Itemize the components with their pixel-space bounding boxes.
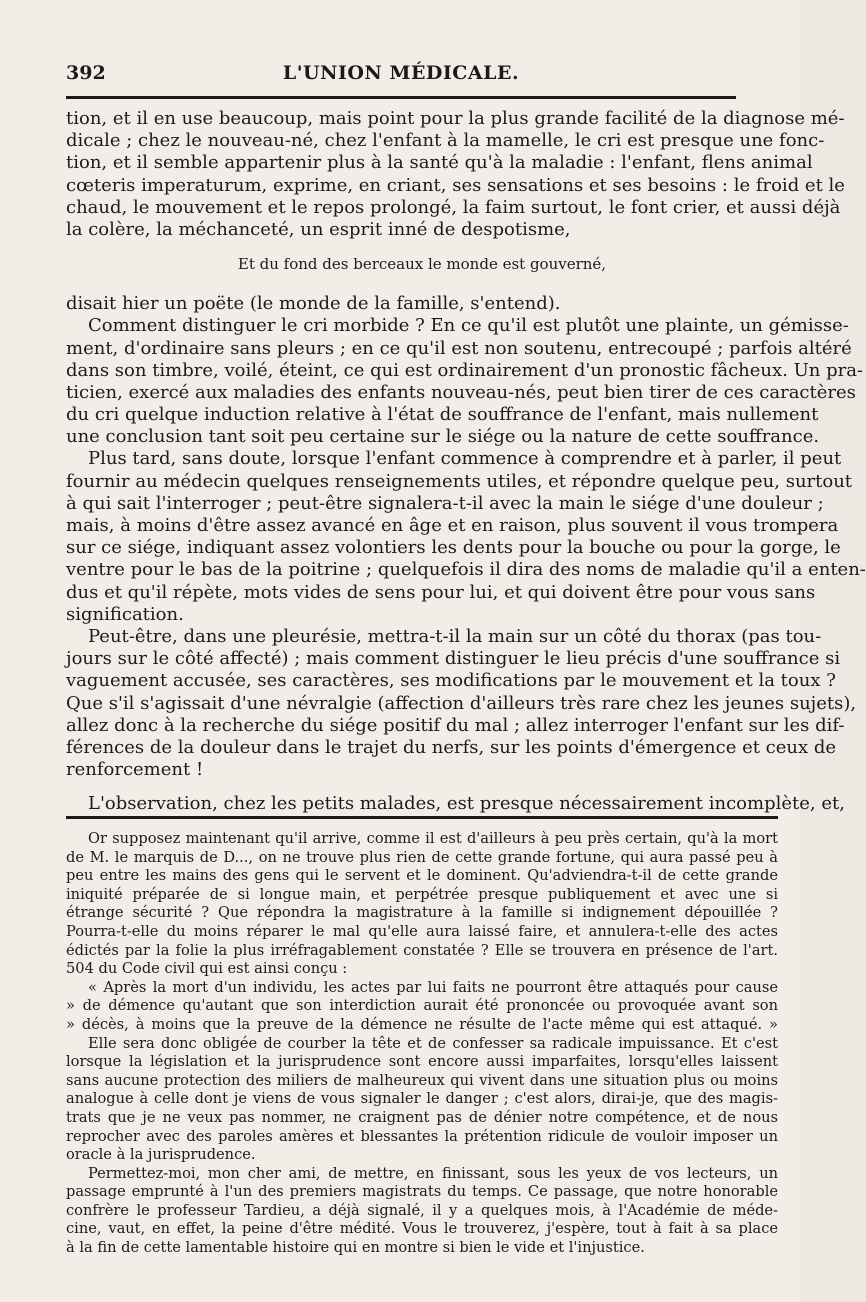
footnote-text — [66, 830, 778, 1258]
text-line: mais, à moins d'être assez avancé en âge et en raison, plus souvent il vous trompera — [66, 515, 839, 536]
text-line: jours sur le côté affecté) ; mais comment distinguer le lieu précis d'une souffrance si — [66, 648, 841, 670]
text-line: ticien, exercé aux maladies des enfants nouveau-nés, peut bien tirer de ces caractères — [66, 381, 856, 403]
text-line: chaud, le mouvement et le repos prolongé, la faim surtout, le font crier, et aussi déjà — [66, 196, 841, 218]
text-line: vaguement accusée, ses caractères, ses modifications par le mouvement et la toux ? — [66, 670, 836, 692]
note-line: reprocher avec des paroles amères et blessantes la prétention ridicule de vouloir imposer un — [66, 1127, 778, 1145]
note-line: Permettez-moi, mon cher ami, de mettre, en finissant, sous les yeux de vos lecteurs, un — [88, 1164, 778, 1182]
note-line: de M. le marquis de D..., on ne trouve plus rien de cette grande fortune, qui aura passé peu à — [66, 848, 778, 866]
text-line: fournir au médecin quelques renseignements utiles, et répondre quelque peu, surtout — [66, 470, 853, 492]
text-line: dus et qu'il répète, mots vides de sens pour lui, et qui doivent être pour vous sans — [66, 581, 816, 603]
text-line: ventre pour le bas de la poitrine ; quelquefois il dira des noms de maladie qu'il a enten- — [66, 559, 866, 581]
note-line: confrère le professeur Tardieu, a déjà signalé, il y a quelques mois, à l'Académie de méde- — [66, 1201, 778, 1219]
note-line: » de démence qu'autant que son interdiction aurait été prononcée ou provoquée avant son — [66, 997, 778, 1015]
text-line: L'observation, chez les petits malades, est presque nécessairement incomplète, et, — [88, 793, 845, 815]
note-line: à la fin de cette lamentable histoire qui en montre si bien le vide et l'injustice. — [66, 1239, 645, 1257]
text-line: Comment distinguer le cri morbide ? En ce qu'il est plutôt une plainte, un gémisse- — [88, 315, 849, 337]
note-line: sans aucune protection des miliers de malheureux qui vivent dans une situation plus ou moins — [66, 1071, 778, 1089]
text-line: dicale ; chez le nouveau-né, chez l'enfant à la mamelle, le cri est presque une fonc- — [66, 130, 825, 152]
page-header — [66, 58, 736, 88]
note-line: Or supposez maintenant qu'il arrive, comme il est d'ailleurs à peu près certain, qu'à la mort — [88, 830, 778, 847]
text-line: allez donc à la recherche du siége positif du mal ; allez interroger l'enfant sur les dif- — [66, 714, 845, 736]
note-line: lorsque la législation et la jurisprudence sont encore aussi imparfaites, lorsqu'elles laissent — [66, 1053, 778, 1071]
note-line: édictés par la folie la plus irréfragablement constatée ? Elle se trouvera en présence de l'art. — [66, 941, 778, 959]
page-number: 392 — [66, 62, 106, 84]
note-line: Pourra-t-elle du moins réparer le mal qu'elle aura laissé faire, et annulera-t-elle des actes — [66, 922, 778, 940]
text-line: cœteris imperaturum, exprime, en criant, ses sensations et ses besoins : le froid et le — [66, 174, 845, 196]
header-rule — [66, 96, 736, 99]
text-line: renforcement ! — [66, 759, 204, 781]
text-line: sur ce siége, indiquant assez volontiers les dents pour la bouche ou pour la gorge, le — [66, 537, 841, 559]
text-line: du cri quelque induction relative à l'état de souffrance de l'enfant, mais nullement — [66, 404, 819, 426]
note-line: peu entre les mains des gens qui le servent et le dominent. Qu'adviendra-t-il de cette grande — [66, 867, 778, 885]
note-line: étrange sécurité ? Que répondra la magistrature à la famille si indignement dépouillée ? — [66, 904, 778, 922]
note-line: Elle sera donc obligée de courber la tête et de confesser sa radicale impuissance. Et c'est — [88, 1034, 778, 1052]
text-line: disait hier un poëte (le monde de la famille, s'entend). — [66, 293, 561, 315]
text-line: dans son timbre, voilé, éteint, ce qui est ordinairement d'un pronostic fâcheux. Un pra- — [66, 359, 864, 381]
note-line: » décès, à moins que la preuve de la démence ne résulte de l'acte même qui est attaqué. » — [66, 1015, 778, 1033]
paragraph-gap — [66, 781, 778, 793]
text-line: signification. — [66, 603, 184, 625]
text-line: à qui sait l'interroger ; peut-être signalera-t-il avec la main le siége d'une douleur ; — [66, 492, 824, 514]
text-line: tion, et il en use beaucoup, mais point pour la plus grande facilité de la diagnose mé- — [66, 108, 845, 129]
text-line: ment, d'ordinaire sans pleurs ; en ce qu'il est non soutenu, entrecoupé ; parfois altéré — [66, 337, 852, 359]
note-line: trats que je ne veux pas nommer, ne craignent pas de dénier notre compétence, et de nous — [66, 1108, 778, 1126]
note-line: oracle à la jurisprudence. — [66, 1146, 256, 1164]
poem-quote: Et du fond des berceaux le monde est gouverné, — [237, 255, 607, 274]
text-line: une conclusion tant soit peu certaine sur le siége ou la nature de cette souffrance. — [66, 426, 820, 448]
main-text — [66, 108, 866, 815]
note-line: iniquité préparée de si longue main, et perpétrée presque publiquement et avec une si — [66, 885, 778, 903]
footnote-rule — [66, 816, 778, 819]
text-line: Que s'il s'agissait d'une névralgie (affection d'ailleurs très rare chez les jeunes sujets), — [66, 692, 857, 714]
journal-title: L'UNION MÉDICALE. — [282, 62, 520, 84]
text-line: la colère, la méchanceté, un esprit inné de despotisme, — [66, 218, 571, 240]
note-line: « Après la mort d'un individu, les actes par lui faits ne pourront être attaqués pour cause — [88, 978, 778, 996]
note-line: analogue à celle dont je viens de vous signaler le danger ; c'est alors, dirai-je, que des magis- — [66, 1090, 778, 1108]
text-line: tion, et il semble appartenir plus à la santé qu'à la maladie : l'enfant, flens animal — [66, 152, 813, 174]
text-line: Plus tard, sans doute, lorsque l'enfant commence à comprendre et à parler, il peut — [88, 448, 842, 470]
note-line: 504 du Code civil qui est ainsi conçu : — [66, 960, 348, 978]
note-line: cine, vaut, en effet, la peine d'être médité. Vous le trouverez, j'espère, tout à fait à sa place — [66, 1220, 778, 1238]
note-line: passage emprunté à l'un des premiers magistrats du temps. Ce passage, que notre honorable — [66, 1183, 778, 1201]
text-line: Peut-être, dans une pleurésie, mettra-t-il la main sur un côté du thorax (pas tou- — [88, 625, 822, 647]
text-line: férences de la douleur dans le trajet du nerfs, sur les points d'émergence et ceux de — [66, 736, 837, 758]
